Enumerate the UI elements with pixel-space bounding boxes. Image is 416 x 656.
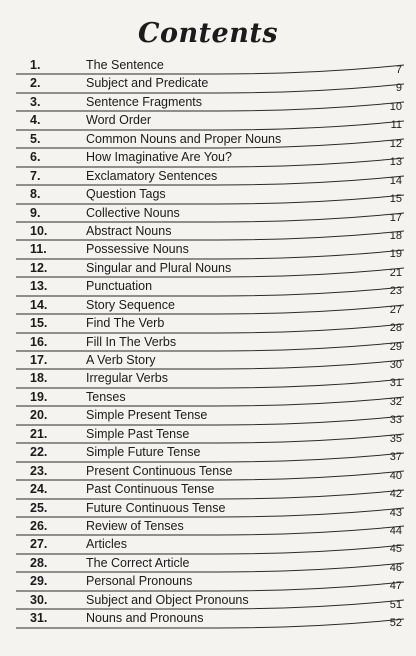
entry-title: Find The Verb xyxy=(86,316,165,331)
entry-title: Present Continuous Tense xyxy=(86,463,233,478)
toc-entry xyxy=(16,462,404,480)
entry-page-number: 14 xyxy=(389,174,402,187)
entry-number: 11. xyxy=(30,242,47,257)
entry-title: Review of Tenses xyxy=(86,518,184,533)
entry-page-number: 45 xyxy=(389,543,402,556)
entry-number: 5. xyxy=(30,131,41,146)
toc-entry xyxy=(16,167,404,185)
entry-page-number: 40 xyxy=(389,469,402,482)
entry-number: 7. xyxy=(30,168,41,183)
entry-number: 1. xyxy=(30,58,41,72)
entry-page-number: 27 xyxy=(389,303,402,316)
entry-title: Fill In The Verbs xyxy=(86,334,177,349)
toc-entry xyxy=(16,443,404,464)
entry-title: Future Continuous Tense xyxy=(86,500,226,515)
entry-page-number: 35 xyxy=(389,432,402,445)
toc-entry xyxy=(16,425,404,443)
entry-page-number: 28 xyxy=(389,322,402,335)
toc-entry xyxy=(16,222,404,240)
entry-page-number: 10 xyxy=(389,100,402,113)
entry-page-number: 46 xyxy=(389,561,402,574)
entry-page-number: 42 xyxy=(389,488,402,501)
entry-title: Simple Future Tense xyxy=(86,445,201,460)
entry-title: Subject and Object Pronouns xyxy=(86,592,249,607)
entry-page-number: 44 xyxy=(389,524,402,537)
entry-underline xyxy=(16,209,404,223)
entry-page-number: 29 xyxy=(389,340,402,353)
entry-title: Past Continuous Tense xyxy=(86,482,215,497)
toc-entry xyxy=(16,554,404,572)
entry-page-number: 13 xyxy=(389,156,402,169)
entry-number: 8. xyxy=(30,187,41,202)
entry-title: Tenses xyxy=(86,389,126,404)
entry-underline xyxy=(16,430,404,444)
entry-underline xyxy=(16,615,404,629)
entry-underline xyxy=(16,393,404,407)
toc-entry xyxy=(16,591,404,609)
entry-underline xyxy=(16,301,404,315)
entry-number: 30. xyxy=(30,592,48,607)
entry-number: 2. xyxy=(30,76,41,91)
entry-title: Singular and Plural Nouns xyxy=(86,260,232,275)
entry-number: 25. xyxy=(30,500,48,515)
entry-title: Story Sequence xyxy=(86,297,175,312)
entry-number: 9. xyxy=(30,205,41,220)
entry-title: Personal Pronouns xyxy=(86,574,193,589)
entry-title: Abstract Nouns xyxy=(86,223,172,238)
entry-number: 21. xyxy=(30,426,48,441)
toc-entry xyxy=(16,333,404,351)
entry-title: How Imaginative Are You? xyxy=(86,150,232,165)
entry-underline xyxy=(16,541,404,555)
toc-entry xyxy=(16,111,404,132)
entry-page-number: 23 xyxy=(389,285,402,298)
entry-underline xyxy=(16,98,404,112)
entry-page-number: 30 xyxy=(389,359,402,371)
entry-number: 28. xyxy=(30,555,48,570)
toc-entry xyxy=(16,296,404,314)
entry-page-number: 33 xyxy=(389,414,402,427)
entry-underline xyxy=(16,80,404,94)
entry-underline xyxy=(16,356,404,370)
entry-number: 27. xyxy=(30,537,48,552)
entry-title: Irregular Verbs xyxy=(86,371,168,386)
entry-page-number: 51 xyxy=(389,598,402,611)
entry-underline xyxy=(16,191,404,205)
entry-title: Question Tags xyxy=(86,187,166,202)
entry-title: Articles xyxy=(86,537,127,552)
entry-number: 20. xyxy=(30,408,48,423)
entry-page-number: 52 xyxy=(389,617,402,630)
entry-page-number: 15 xyxy=(389,193,402,206)
entry-title: Word Order xyxy=(86,113,152,128)
entry-number: 14. xyxy=(30,297,48,312)
entry-page-number: 12 xyxy=(389,137,402,150)
entry-underline xyxy=(16,449,404,463)
toc-entry xyxy=(16,259,404,277)
toc-entry xyxy=(16,148,404,169)
entry-page-number: 37 xyxy=(389,451,402,464)
entry-title: Nouns and Pronouns xyxy=(86,611,204,626)
entry-number: 23. xyxy=(30,463,48,478)
entry-page-number: 31 xyxy=(389,377,402,390)
toc-entry xyxy=(16,277,404,298)
entry-number: 29. xyxy=(30,574,48,589)
entry-page-number: 43 xyxy=(389,506,402,519)
entry-underline xyxy=(16,375,404,389)
entry-number: 3. xyxy=(30,94,41,109)
toc-entry xyxy=(16,480,404,501)
entry-number: 17. xyxy=(30,353,48,367)
entry-number: 18. xyxy=(30,371,48,386)
entry-page-number: 17 xyxy=(389,211,402,224)
toc-entry xyxy=(16,204,404,222)
entry-title: Common Nouns and Proper Nouns xyxy=(86,131,282,146)
entry-page-number: 11 xyxy=(390,119,402,132)
entry-title: Simple Present Tense xyxy=(86,408,208,423)
entry-title: Simple Past Tense xyxy=(86,426,190,441)
toc-entry xyxy=(16,406,404,427)
entry-page-number: 9 xyxy=(395,82,402,95)
entry-number: 13. xyxy=(30,279,48,294)
toc-entry xyxy=(16,240,404,261)
entry-title: The Correct Article xyxy=(86,555,190,570)
entry-title: Exclamatory Sentences xyxy=(86,168,218,183)
entry-number: 31. xyxy=(30,611,48,626)
entry-page-number: 7 xyxy=(395,64,402,76)
entry-number: 15. xyxy=(30,316,48,331)
toc-entry xyxy=(16,351,404,369)
toc-entry xyxy=(16,314,404,335)
entry-underline xyxy=(16,338,404,352)
toc-entry xyxy=(16,572,404,593)
toc-entry xyxy=(16,185,404,206)
entry-page-number: 18 xyxy=(389,229,402,242)
entry-number: 19. xyxy=(30,389,48,404)
entry-page-number: 19 xyxy=(389,248,402,261)
entry-page-number: 32 xyxy=(389,395,402,408)
entry-number: 16. xyxy=(30,334,48,349)
entry-number: 24. xyxy=(30,482,48,497)
toc-entry xyxy=(16,517,404,535)
entry-number: 10. xyxy=(30,223,48,238)
entry-underline xyxy=(16,61,404,75)
toc-entry xyxy=(16,56,404,74)
toc-entry xyxy=(16,369,404,390)
entry-title: The Sentence xyxy=(86,58,164,72)
entry-number: 22. xyxy=(30,445,48,460)
page-title: Contents xyxy=(137,18,279,49)
entry-underline xyxy=(16,283,404,297)
entry-title: Collective Nouns xyxy=(86,205,180,220)
toc-entry xyxy=(16,388,404,406)
entry-title: A Verb Story xyxy=(86,353,156,367)
entry-number: 4. xyxy=(30,113,41,128)
entry-underline xyxy=(16,227,404,241)
entry-number: 26. xyxy=(30,518,48,533)
toc-entry xyxy=(16,535,404,556)
entry-title: Subject and Predicate xyxy=(86,76,209,91)
entry-underline xyxy=(16,320,404,334)
entry-underline xyxy=(16,117,404,131)
toc-entry xyxy=(16,93,404,111)
toc-entry xyxy=(16,74,404,95)
toc-entry xyxy=(16,499,404,517)
entry-page-number: 21 xyxy=(389,266,402,279)
entry-page-number: 47 xyxy=(389,580,402,593)
entry-number: 6. xyxy=(30,150,41,165)
entry-title: Possessive Nouns xyxy=(86,242,189,257)
entry-underline xyxy=(16,578,404,592)
entry-underline xyxy=(16,559,404,573)
toc-entry xyxy=(16,130,404,148)
toc-entry xyxy=(16,609,404,630)
entry-title: Sentence Fragments xyxy=(86,94,203,109)
table-of-contents xyxy=(16,56,404,628)
entry-number: 12. xyxy=(30,260,48,275)
entry-underline xyxy=(16,522,404,536)
entry-underline xyxy=(16,412,404,426)
entry-underline xyxy=(16,246,404,260)
entry-title: Punctuation xyxy=(86,279,153,294)
